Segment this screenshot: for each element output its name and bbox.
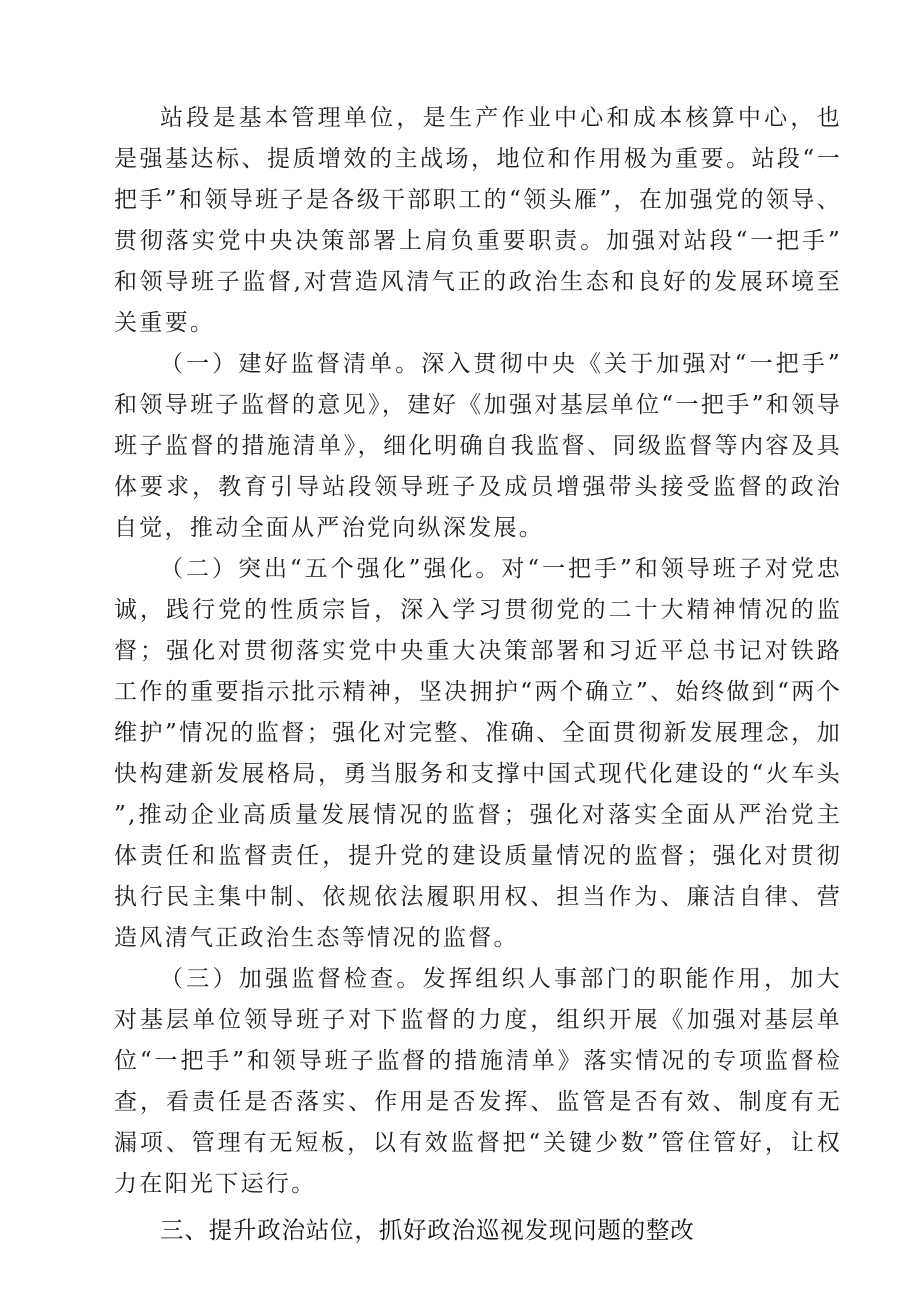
paragraph-five-strengthen: （二）突出“五个强化”强化。对“一把手”和领导班子对党忠诚，践行党的性质宗旨，深入学习贯彻党的二十大精神情况的监督；强化对贯彻落实党中央重大决策部署和习近平总书记对铁路工作的重要指示批示精神，坚决拥护“两个确立”、始终做到“两个维护”情况的监督；强化对完整、准确、全面贯彻新发展理念，加快构建新发展格局，勇当服务和支撑中国式现代化建设的“火车头”,推动企业高质量发展情况的监督；强化对落实全面从严治党主体责任和监督责任，提升党的建设质量情况的监督；强化对贯彻执行民主集中制、依规依法履职用权、担当作为、廉洁自律、营造风清气正政治生态等情况的监督。 <box>114 556 842 951</box>
section-heading-wrap <box>114 1207 842 1253</box>
paragraph-supervision-inspection: （三）加强监督检查。发挥组织人事部门的职能作用，加大对基层单位领导班子对下监督的力度，组织开展《加强对基层单位“一把手”和领导班子监督的措施清单》落实情况的专项监督检查，看责任是否落实、作用是否发挥、监管是否有效、制度有无漏项、管理有无短板，以有效监督把“关键少数”管住管好，让权力在阳光下运行。 <box>114 966 842 1197</box>
document-body <box>114 98 842 1253</box>
section-heading: 三、提升政治站位，抓好政治巡视发现问题的整改 <box>160 1216 695 1244</box>
paragraph-supervision-list: （一）建好监督清单。深入贯彻中央《关于加强对“一把手”和领导班子监督的意见》，建好《加强对基层单位“一把手”和领导班子监督的措施清单》，细化明确自我监督、同级监督等内容及具体要求，教育引导站段领导班子及成员增强带头接受监督的政治自觉，推动全面从严治党向纵深发展。 <box>114 351 842 541</box>
paragraph-intro: 站段是基本管理单位，是生产作业中心和成本核算中心，也是强基达标、提质增效的主战场，地位和作用极为重要。站段“一把手”和领导班子是各级干部职工的“领头雁”，在加强党的领导、贯彻落实党中央决策部署上肩负重要职责。加强对站段“一把手”和领导班子监督,对营造风清气正的政治生态和良好的发展环境至关重要。 <box>114 105 842 336</box>
